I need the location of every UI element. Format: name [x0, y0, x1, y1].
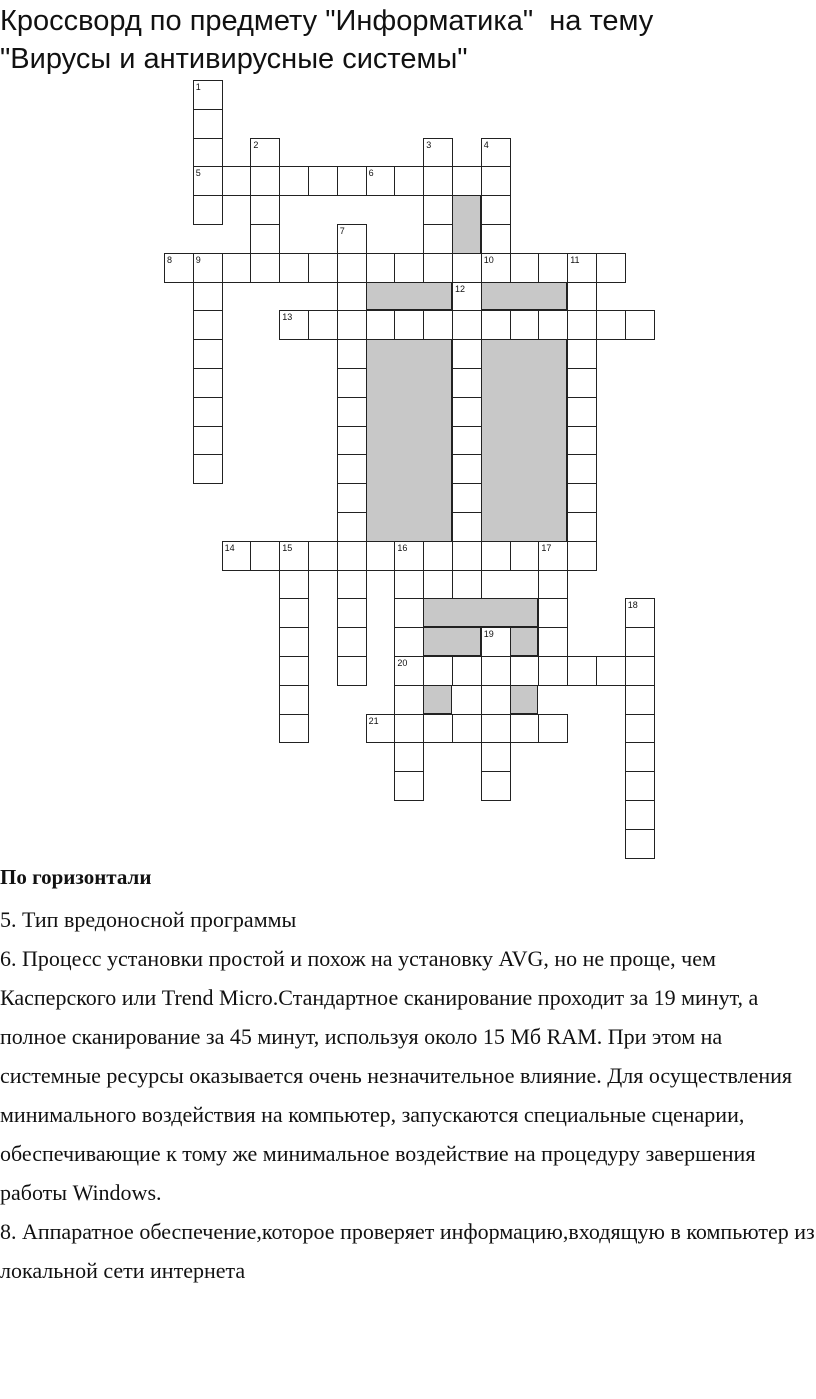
crossword-cell[interactable] [394, 310, 424, 340]
crossword-cell[interactable] [193, 454, 223, 484]
clue-number: 14 [224, 542, 235, 553]
clue-number: 11 [570, 254, 580, 265]
clue-number: 17 [541, 542, 552, 553]
crossword-cell[interactable] [337, 426, 367, 456]
clue-number: 4 [483, 139, 489, 150]
crossword-cell[interactable] [481, 742, 511, 772]
crossword-cell[interactable] [452, 368, 482, 398]
crossword-cell[interactable] [337, 570, 367, 600]
title-line-1: Кроссворд по предмету "Информатика" на тему [0, 5, 654, 37]
crossword-cell[interactable] [394, 627, 424, 657]
crossword-cell[interactable] [394, 742, 424, 772]
shaded-block [481, 339, 567, 569]
crossword-cell[interactable] [625, 771, 655, 801]
crossword-cell[interactable] [481, 166, 511, 196]
crossword-cell[interactable] [250, 253, 280, 283]
crossword-cell[interactable] [625, 685, 655, 715]
crossword-cell[interactable] [625, 310, 655, 340]
crossword-cell[interactable] [193, 397, 223, 427]
crossword-cell[interactable] [193, 426, 223, 456]
crossword-cell[interactable] [452, 714, 482, 744]
crossword-cell[interactable] [279, 253, 309, 283]
clue-number: 7 [339, 226, 345, 236]
crossword-cell[interactable] [394, 253, 424, 283]
crossword-cell[interactable] [423, 224, 453, 254]
crossword-cell[interactable] [567, 397, 597, 427]
crossword-cell[interactable] [193, 109, 223, 139]
clue-number: 8 [167, 254, 173, 265]
crossword-cell[interactable] [510, 656, 540, 686]
crossword-cell[interactable] [394, 166, 424, 196]
crossword-cell[interactable] [567, 512, 597, 542]
shaded-block [481, 282, 567, 311]
crossword-cell[interactable] [337, 656, 367, 686]
crossword-cell[interactable] [250, 541, 280, 571]
crossword-cell[interactable] [567, 454, 597, 484]
crossword-cell[interactable] [394, 570, 424, 600]
crossword-cell[interactable] [279, 598, 309, 628]
crossword-cell[interactable] [423, 253, 453, 283]
crossword-cell[interactable] [567, 339, 597, 369]
crossword-cell[interactable] [279, 166, 309, 196]
crossword-cell[interactable] [394, 714, 424, 744]
crossword-cell[interactable] [625, 829, 655, 859]
crossword-cell[interactable] [538, 253, 568, 283]
crossword-cell[interactable] [250, 195, 280, 225]
clue-8: 8. Аппаратное обеспечение,которое проверяет информацию,входящую в компьютер из локальной сети интернета [0, 1219, 815, 1283]
shaded-block [423, 627, 481, 656]
clues-heading: По горизонтали [0, 865, 152, 889]
crossword-cell[interactable] [538, 656, 568, 686]
crossword-cell[interactable] [452, 397, 482, 427]
crossword-cell[interactable] [510, 310, 540, 340]
crossword-cell[interactable] [337, 310, 367, 340]
crossword-cell[interactable] [481, 541, 511, 571]
crossword-cell[interactable] [481, 195, 511, 225]
crossword-cell[interactable] [596, 310, 626, 340]
crossword-cell[interactable] [538, 714, 568, 744]
crossword-cell[interactable] [538, 310, 568, 340]
shaded-block [366, 282, 452, 311]
crossword-cell[interactable] [596, 253, 626, 283]
crossword-cell[interactable] [337, 166, 367, 196]
crossword-cell[interactable] [567, 368, 597, 398]
clue-number: 21 [368, 715, 379, 726]
crossword-cell[interactable] [452, 570, 482, 600]
clue-number: 5 [195, 168, 201, 179]
crossword-cell[interactable] [452, 512, 482, 542]
shaded-block [366, 339, 452, 569]
clue-number: 15 [282, 542, 293, 553]
crossword-cell[interactable] [279, 714, 309, 744]
crossword-cell[interactable] [394, 598, 424, 628]
crossword-cell[interactable] [567, 483, 597, 513]
crossword-cell[interactable] [423, 310, 453, 340]
crossword-cell[interactable] [625, 627, 655, 657]
crossword-cell[interactable] [337, 598, 367, 628]
crossword-cell[interactable] [279, 570, 309, 600]
crossword-cell[interactable] [538, 598, 568, 628]
crossword-cell[interactable] [366, 541, 396, 571]
clue-number: 16 [397, 542, 408, 553]
crossword-cell[interactable] [308, 253, 338, 283]
shaded-block [423, 685, 452, 714]
crossword-cell[interactable] [452, 166, 482, 196]
clue-number: 1 [195, 82, 201, 92]
crossword-cell[interactable] [481, 685, 511, 715]
clue-number: 6 [368, 168, 374, 179]
crossword-cell[interactable] [452, 541, 482, 571]
crossword-cell[interactable] [423, 656, 453, 686]
crossword-cell[interactable] [337, 541, 367, 571]
crossword-cell[interactable] [279, 685, 309, 715]
clue-number: 18 [627, 600, 638, 611]
crossword-cell[interactable] [481, 771, 511, 801]
crossword-cell[interactable] [193, 339, 223, 369]
crossword-cell[interactable] [394, 685, 424, 715]
crossword-cell[interactable] [452, 454, 482, 484]
crossword-cell[interactable] [193, 195, 223, 225]
crossword-cell[interactable] [279, 656, 309, 686]
crossword-cell[interactable] [510, 714, 540, 744]
crossword-cell[interactable] [567, 656, 597, 686]
crossword-cell[interactable] [625, 742, 655, 772]
crossword-grid [0, 80, 700, 830]
clues-section [0, 858, 816, 1290]
crossword-cell[interactable] [337, 512, 367, 542]
clue-number: 10 [483, 254, 494, 265]
crossword-cell[interactable] [452, 253, 482, 283]
crossword-cell[interactable] [538, 627, 568, 657]
shaded-block [510, 685, 539, 714]
shaded-block [510, 627, 539, 656]
crossword-cell[interactable] [452, 310, 482, 340]
clue-number: 19 [483, 629, 494, 640]
clue-number: 2 [253, 139, 259, 150]
crossword-cell[interactable] [423, 195, 453, 225]
crossword-cell[interactable] [279, 627, 309, 657]
clue-number: 12 [455, 283, 466, 294]
crossword-cell[interactable] [250, 166, 280, 196]
crossword-cell[interactable] [481, 714, 511, 744]
crossword-cell[interactable] [308, 541, 338, 571]
crossword-cell[interactable] [481, 224, 511, 254]
crossword-cell[interactable] [337, 253, 367, 283]
crossword-cell[interactable] [394, 771, 424, 801]
crossword-cell[interactable] [567, 282, 597, 312]
crossword-cell[interactable] [510, 253, 540, 283]
crossword-cell[interactable] [625, 800, 655, 830]
crossword-cell[interactable] [193, 282, 223, 312]
crossword-cell[interactable] [193, 368, 223, 398]
crossword-cell[interactable] [366, 310, 396, 340]
crossword-cell[interactable] [452, 483, 482, 513]
crossword-cell[interactable] [423, 541, 453, 571]
title-line-2: "Вирусы и антивирусные системы" [0, 43, 468, 75]
clue-number: 20 [397, 658, 408, 668]
clue-6: 6. Процесс установки простой и похож на установку AVG, но не проще, чем Касперского или Trend Micro.Стандартное сканирование проходит за 19 минут, а полное сканирование за 45 минут, используя около 15 Мб RAM. При этом на системные ресурсы оказывается очень незначительное влияние. Для осуществления минимального воздействия на компьютер, запускаются специальные сценарии, обеспечивающие к тому же минимальное воздействие на процедуру завершения работы Windows. [0, 946, 793, 1205]
crossword-cell[interactable] [337, 454, 367, 484]
crossword-cell[interactable] [337, 339, 367, 369]
crossword-cell[interactable] [596, 656, 626, 686]
crossword-cell[interactable] [308, 166, 338, 196]
crossword-cell[interactable] [193, 138, 223, 168]
clue-number: 3 [426, 139, 432, 150]
crossword-cell[interactable] [423, 166, 453, 196]
crossword-cell[interactable] [337, 282, 367, 312]
crossword-cell[interactable] [423, 714, 453, 744]
crossword-cell[interactable] [567, 310, 597, 340]
crossword-cell[interactable] [337, 397, 367, 427]
crossword-cell[interactable] [538, 570, 568, 600]
crossword-cell[interactable] [625, 714, 655, 744]
crossword-cell[interactable] [337, 483, 367, 513]
crossword-cell[interactable] [337, 368, 367, 398]
crossword-cell[interactable] [250, 224, 280, 254]
crossword-cell[interactable] [452, 426, 482, 456]
crossword-cell[interactable] [308, 310, 338, 340]
shaded-block [423, 598, 538, 627]
crossword-cell[interactable] [222, 166, 252, 196]
crossword-cell[interactable] [193, 310, 223, 340]
crossword-cell[interactable] [481, 310, 511, 340]
crossword-cell[interactable] [452, 656, 482, 686]
crossword-cell[interactable] [481, 656, 511, 686]
crossword-cell[interactable] [567, 426, 597, 456]
crossword-cell[interactable] [222, 253, 252, 283]
crossword-cell[interactable] [567, 541, 597, 571]
crossword-cell[interactable] [452, 339, 482, 369]
crossword-cell[interactable] [625, 656, 655, 686]
crossword-cell[interactable] [366, 253, 396, 283]
page-title [0, 2, 816, 78]
clue-number: 9 [195, 254, 201, 265]
clue-5: 5. Тип вредоносной программы [0, 907, 297, 932]
crossword-cell[interactable] [337, 627, 367, 657]
clue-number: 13 [282, 312, 293, 323]
crossword-cell[interactable] [510, 541, 540, 571]
